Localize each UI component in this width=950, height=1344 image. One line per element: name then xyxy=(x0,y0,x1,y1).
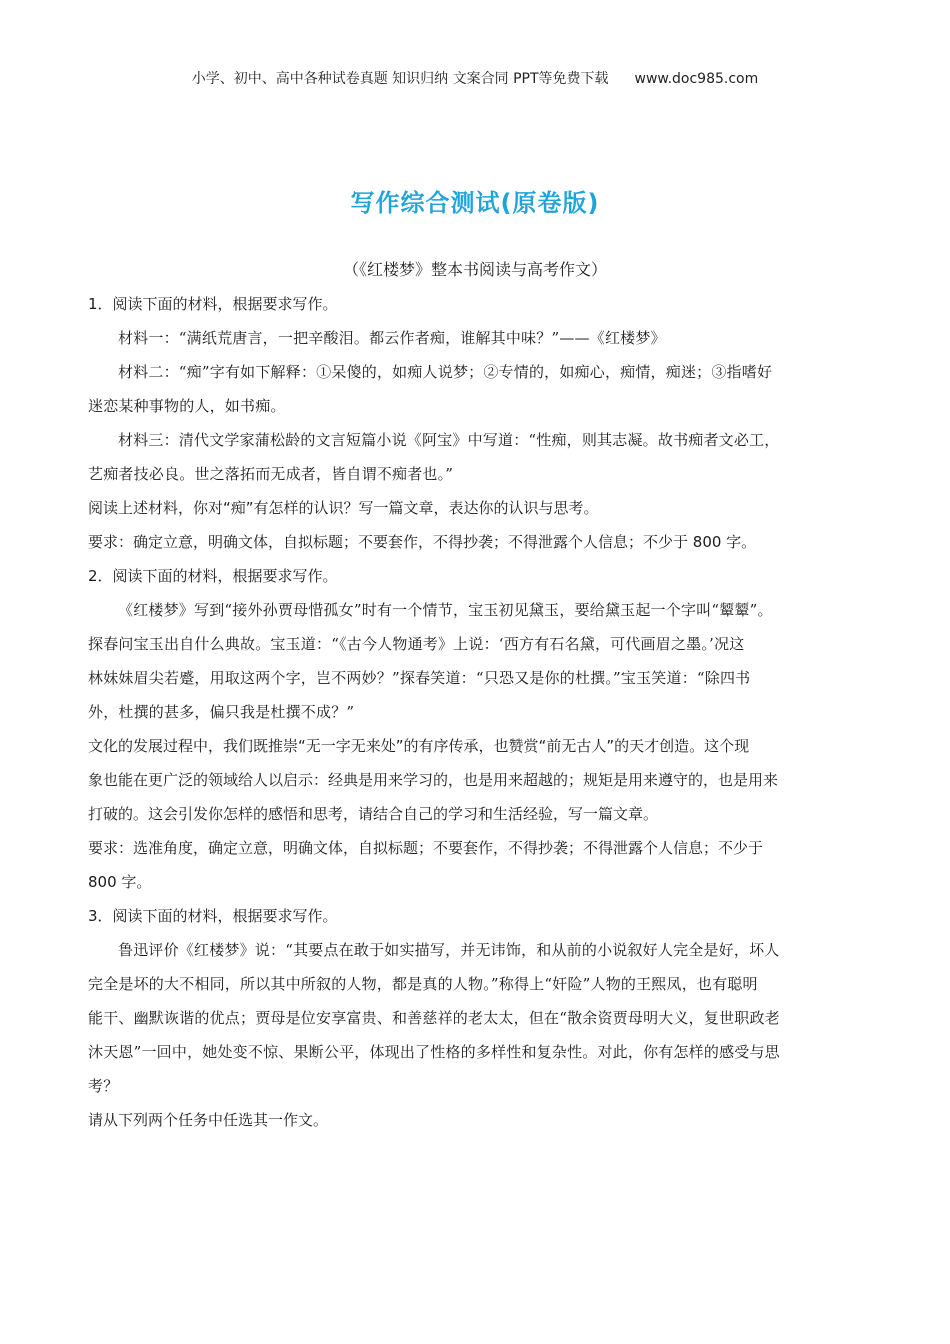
text-line: 沐天恩”一回中，她处变不惊、果断公平，体现出了性格的多样性和复杂性。对此，你有怎样的感受与思 xyxy=(88,1043,780,1061)
header-text: 小学、初中、高中各种试卷真题 知识归纳 文案合同 PPT等免费下载 xyxy=(191,71,609,87)
text-line: 迷恋某种事物的人，如书痴。 xyxy=(88,397,286,415)
text-line: 1．阅读下面的材料，根据要求写作。 xyxy=(88,295,338,313)
text-line: 2．阅读下面的材料，根据要求写作。 xyxy=(88,567,338,585)
text-line: 3．阅读下面的材料，根据要求写作。 xyxy=(88,907,338,925)
text-line: 《红楼梦》写到“接外孙贾母惜孤女”时有一个情节，宝玉初见黛玉，要给黛玉起一个字叫“颦颦”。 xyxy=(118,601,773,619)
text-line: 材料一：“满纸荒唐言，一把辛酸泪。都云作者痴，谁解其中味？”——《红楼梦》 xyxy=(118,329,666,347)
page-header xyxy=(0,68,950,88)
document-body xyxy=(88,287,868,1137)
text-line: 请从下列两个任务中任选其一作文。 xyxy=(88,1111,329,1129)
text-line: 能干、幽默诙谐的优点；贾母是位安享富贵、和善慈祥的老太太，但在“散余资贾母明大义，复世职政老 xyxy=(88,1009,780,1027)
text-line: 艺痴者技必良。世之落拓而无成者，皆自谓不痴者也。” xyxy=(88,465,454,483)
page-title: 写作综合测试(原卷版) xyxy=(350,189,600,217)
text-line: 外，杜撰的甚多，偏只我是杜撰不成？” xyxy=(88,703,355,721)
header-site-link[interactable]: www.doc985.com xyxy=(634,71,759,87)
text-line: 要求：确定立意，明确文体，自拟标题；不要套作，不得抄袭；不得泄露个人信息；不少于 800 字。 xyxy=(88,533,757,551)
text-line: 材料三：清代文学家蒲松龄的文言短篇小说《阿宝》中写道：“性痴，则其志凝。故书痴者文必工， xyxy=(118,431,780,449)
text-line: 要求：选准角度，确定立意，明确文体，自拟标题；不要套作，不得抄袭；不得泄露个人信息；不少于 xyxy=(88,839,764,857)
text-line: 阅读上述材料，你对“痴”有怎样的认识？写一篇文章，表达你的认识与思考。 xyxy=(88,499,599,517)
text-line: 材料二：“痴”字有如下解释：①呆傻的，如痴人说梦；②专情的，如痴心，痴情，痴迷；③指嗜好 xyxy=(118,363,773,381)
text-line: 打破的。这会引发你怎样的感悟和思考，请结合自己的学习和生活经验，写一篇文章。 xyxy=(88,805,659,823)
text-line: 文化的发展过程中，我们既推崇“无一字无来处”的有序传承，也赞赏“前无古人”的天才创造。这个现 xyxy=(88,737,750,755)
text-line: 考？ xyxy=(88,1077,119,1095)
text-line: 800 字。 xyxy=(88,873,152,891)
text-line: 象也能在更广泛的领域给人以启示：经典是用来学习的，也是用来超越的；规矩是用来遵守的，也是用来 xyxy=(88,771,779,789)
text-line: 林妹妹眉尖若蹙，用取这两个字，岂不两妙？”探春笑道：“只恐又是你的杜撰。”宝玉笑道：“除四书 xyxy=(88,669,751,687)
page-subtitle: （《红楼梦》整本书阅读与高考作文） xyxy=(342,260,607,279)
text-line: 探春问宝玉出自什么典故。宝玉道：“《古今人物通考》上说：‘西方有石名黛，可代画眉之墨。’况这 xyxy=(88,635,745,653)
text-line: 完全是坏的大不相同，所以其中所叙的人物，都是真的人物。”称得上“奸险”人物的王熙凤，也有聪明 xyxy=(88,975,758,993)
text-line: 鲁迅评价《红楼梦》说：“其要点在敢于如实描写，并无讳饰，和从前的小说叙好人完全是好，坏人 xyxy=(118,941,780,959)
